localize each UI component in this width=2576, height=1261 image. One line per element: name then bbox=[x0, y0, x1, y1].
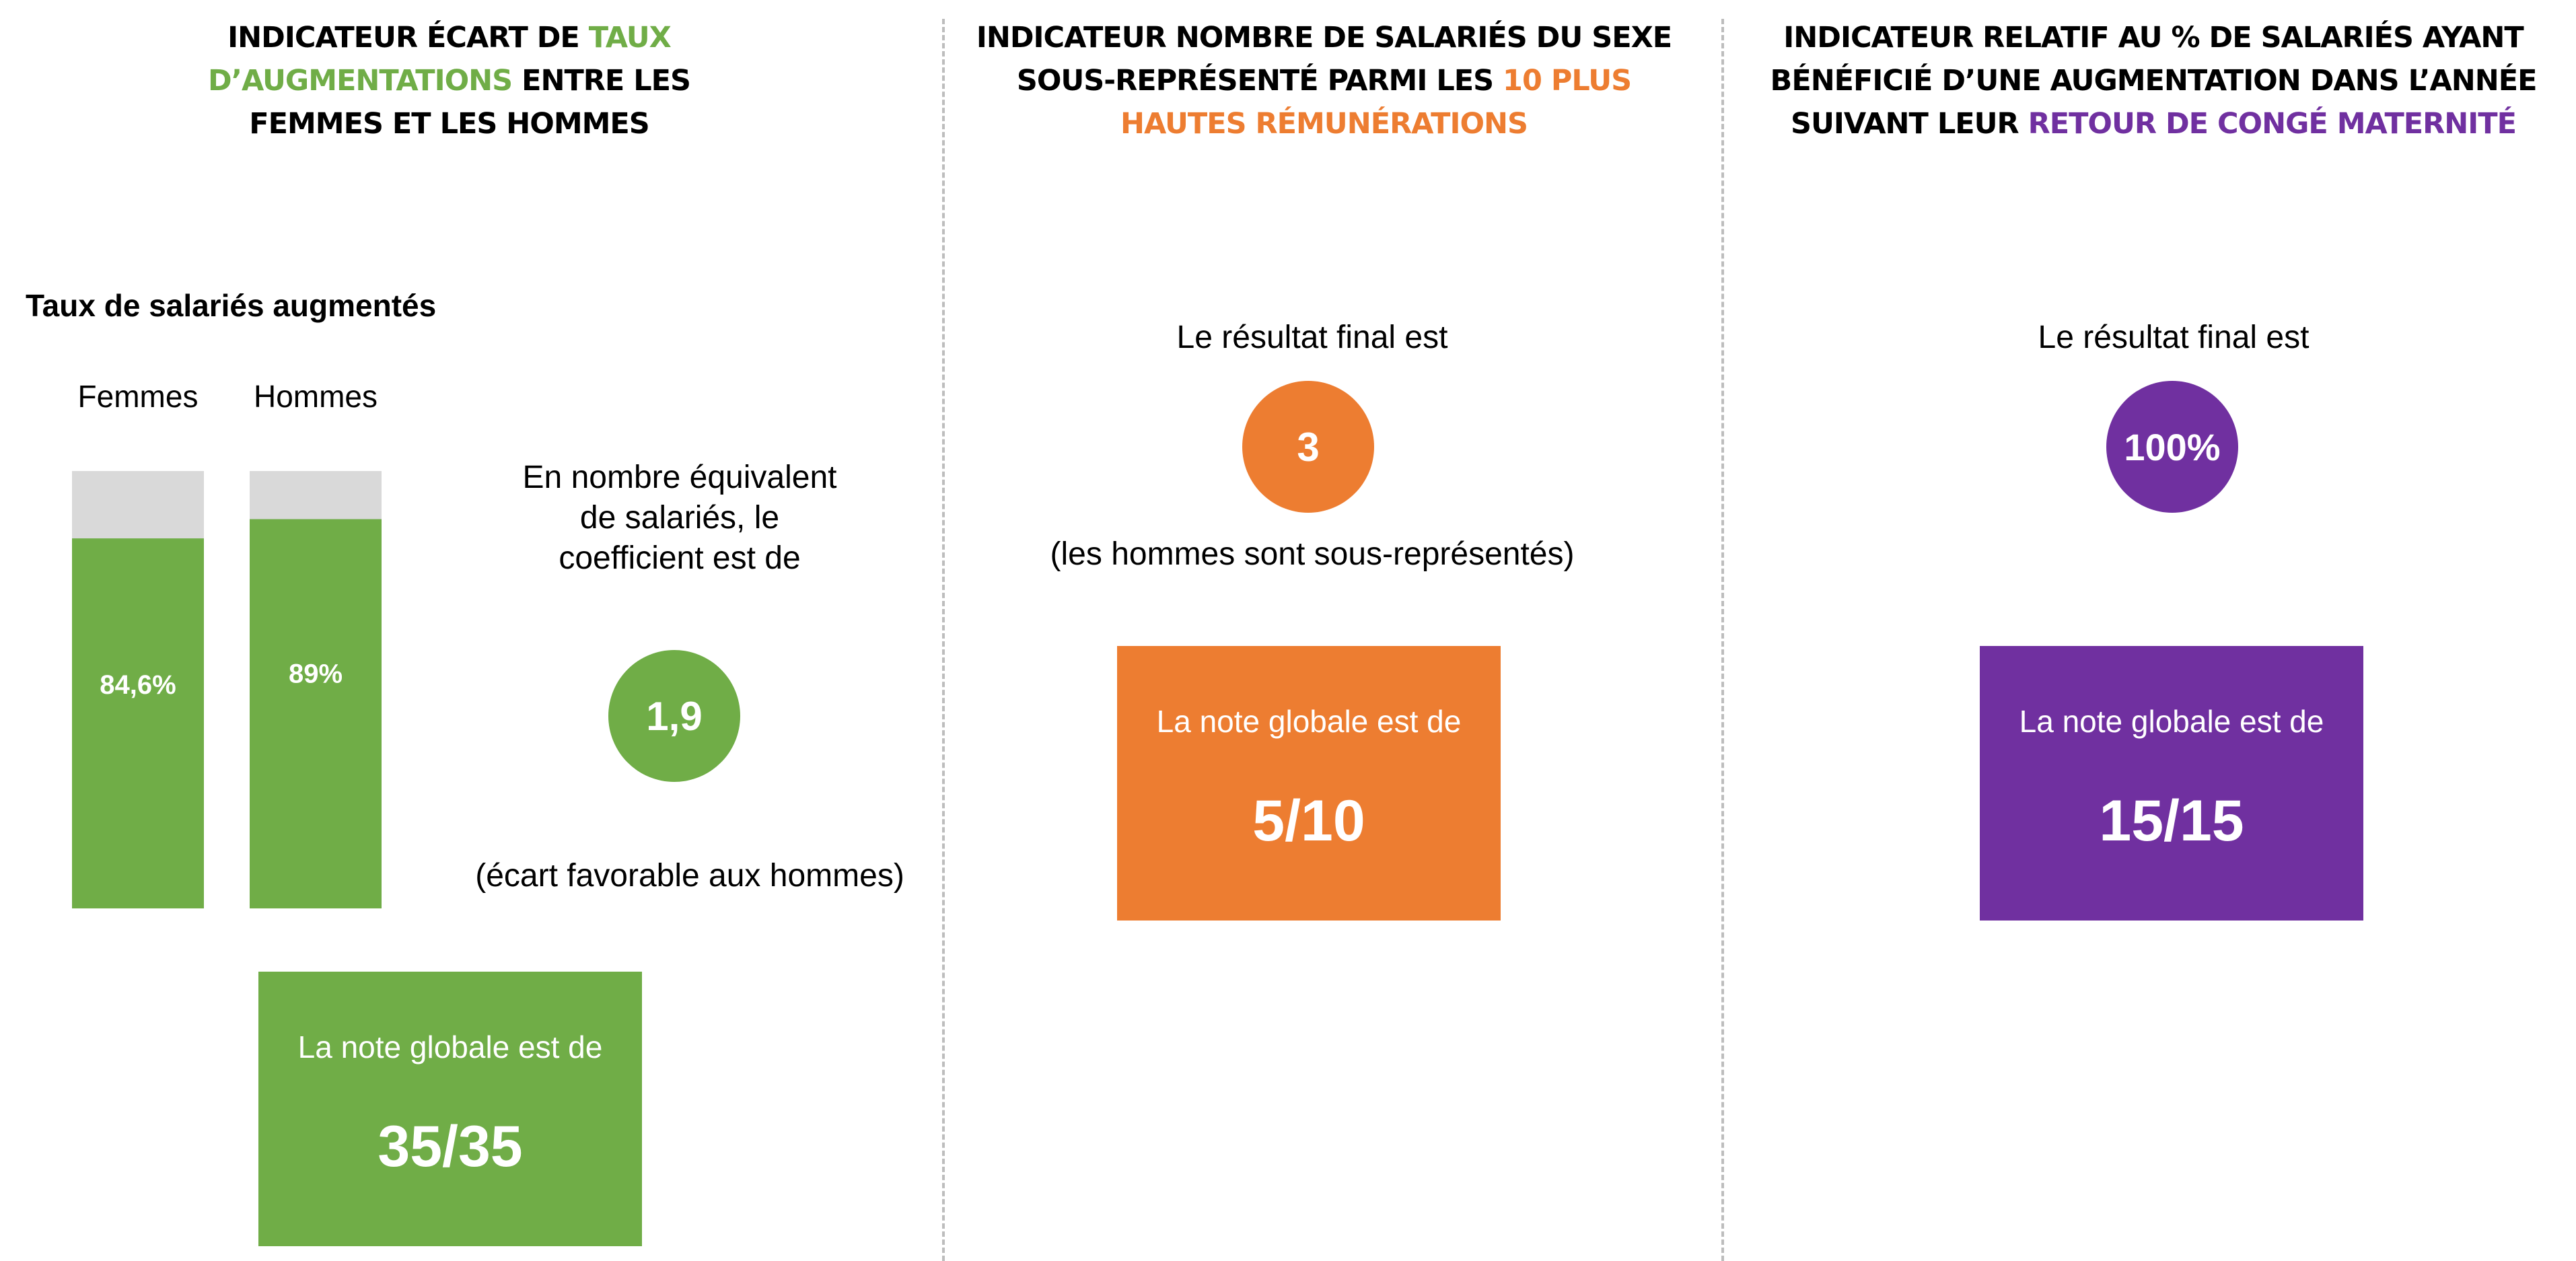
category-label-hommes: Hommes bbox=[253, 379, 378, 414]
category-label-femmes: Femmes bbox=[77, 379, 199, 414]
result-note-2: (les hommes sont sous-représentés) bbox=[1050, 536, 1575, 572]
result-label-2: Le résultat final est bbox=[1176, 320, 1448, 355]
panel2-title-highlight: 10 PLUS bbox=[1503, 64, 1632, 98]
bar-value-label-hommes: 89% bbox=[288, 659, 343, 689]
panel1-title: INDICATEUR ÉCART DE TAUX D’AUGMENTATIONS ENTRE LES FEMMES ET LES HOMMES bbox=[208, 21, 690, 141]
result-label-3: Le résultat final est bbox=[2038, 320, 2310, 355]
bar-femmes bbox=[72, 538, 204, 908]
panel2-title: INDICATEUR NOMBRE DE SALARIÉS DU SEXE SOUS-REPRÉSENTÉ PARMI LES 10 PLUS HAUTES RÉMUNÉRATIONS bbox=[956, 16, 1692, 145]
global-score-label-1: La note globale est de bbox=[297, 1030, 603, 1065]
panel3-title-highlight: RETOUR DE CONGÉ MATERNITÉ bbox=[2028, 107, 2516, 141]
chart-title: Taux de salariés augmentés bbox=[26, 288, 437, 323]
global-score-box-3 bbox=[1980, 646, 2363, 921]
panel3-title: INDICATEUR RELATIF AU % DE SALARIÉS AYANT BÉNÉFICIÉ D’UNE AUGMENTATION DANS L’ANNÉE SUIVANT LEUR RETOUR DE CONGÉ MATERNITÉ bbox=[1770, 21, 2537, 141]
coefficient-text: En nombre équivalent de salariés, le coefficient est de bbox=[522, 460, 837, 576]
global-score-label-3: La note globale est de bbox=[2019, 704, 2324, 739]
coefficient-circle bbox=[608, 650, 740, 782]
bar-chart bbox=[0, 363, 431, 982]
coefficient-value: 1,9 bbox=[646, 693, 703, 739]
panel1-title-highlight-2: D’AUGMENTATIONS bbox=[208, 64, 513, 98]
bar-value-label-femmes: 84,6% bbox=[100, 670, 176, 700]
gap-note: (écart favorable aux hommes) bbox=[475, 858, 904, 894]
result-value-2: 3 bbox=[1297, 424, 1320, 470]
result-circle-2 bbox=[1242, 381, 1374, 513]
global-score-label-2: La note globale est de bbox=[1156, 704, 1462, 739]
global-score-box-1 bbox=[258, 972, 642, 1246]
panel-divider-2 bbox=[1721, 19, 1724, 1261]
global-score-box-2 bbox=[1117, 646, 1501, 921]
panel2-title-highlight-2: HAUTES RÉMUNÉRATIONS bbox=[1120, 107, 1528, 141]
bar-hommes bbox=[250, 519, 382, 909]
result-circle-3 bbox=[2106, 381, 2238, 513]
panel1-title-highlight: TAUX bbox=[588, 21, 671, 55]
global-score-value-1: 35/35 bbox=[378, 1114, 523, 1179]
global-score-value-2: 5/10 bbox=[1252, 789, 1365, 853]
panel-divider-1 bbox=[942, 19, 945, 1261]
result-value-3: 100% bbox=[2124, 425, 2221, 468]
global-score-value-3: 15/15 bbox=[2099, 789, 2244, 853]
